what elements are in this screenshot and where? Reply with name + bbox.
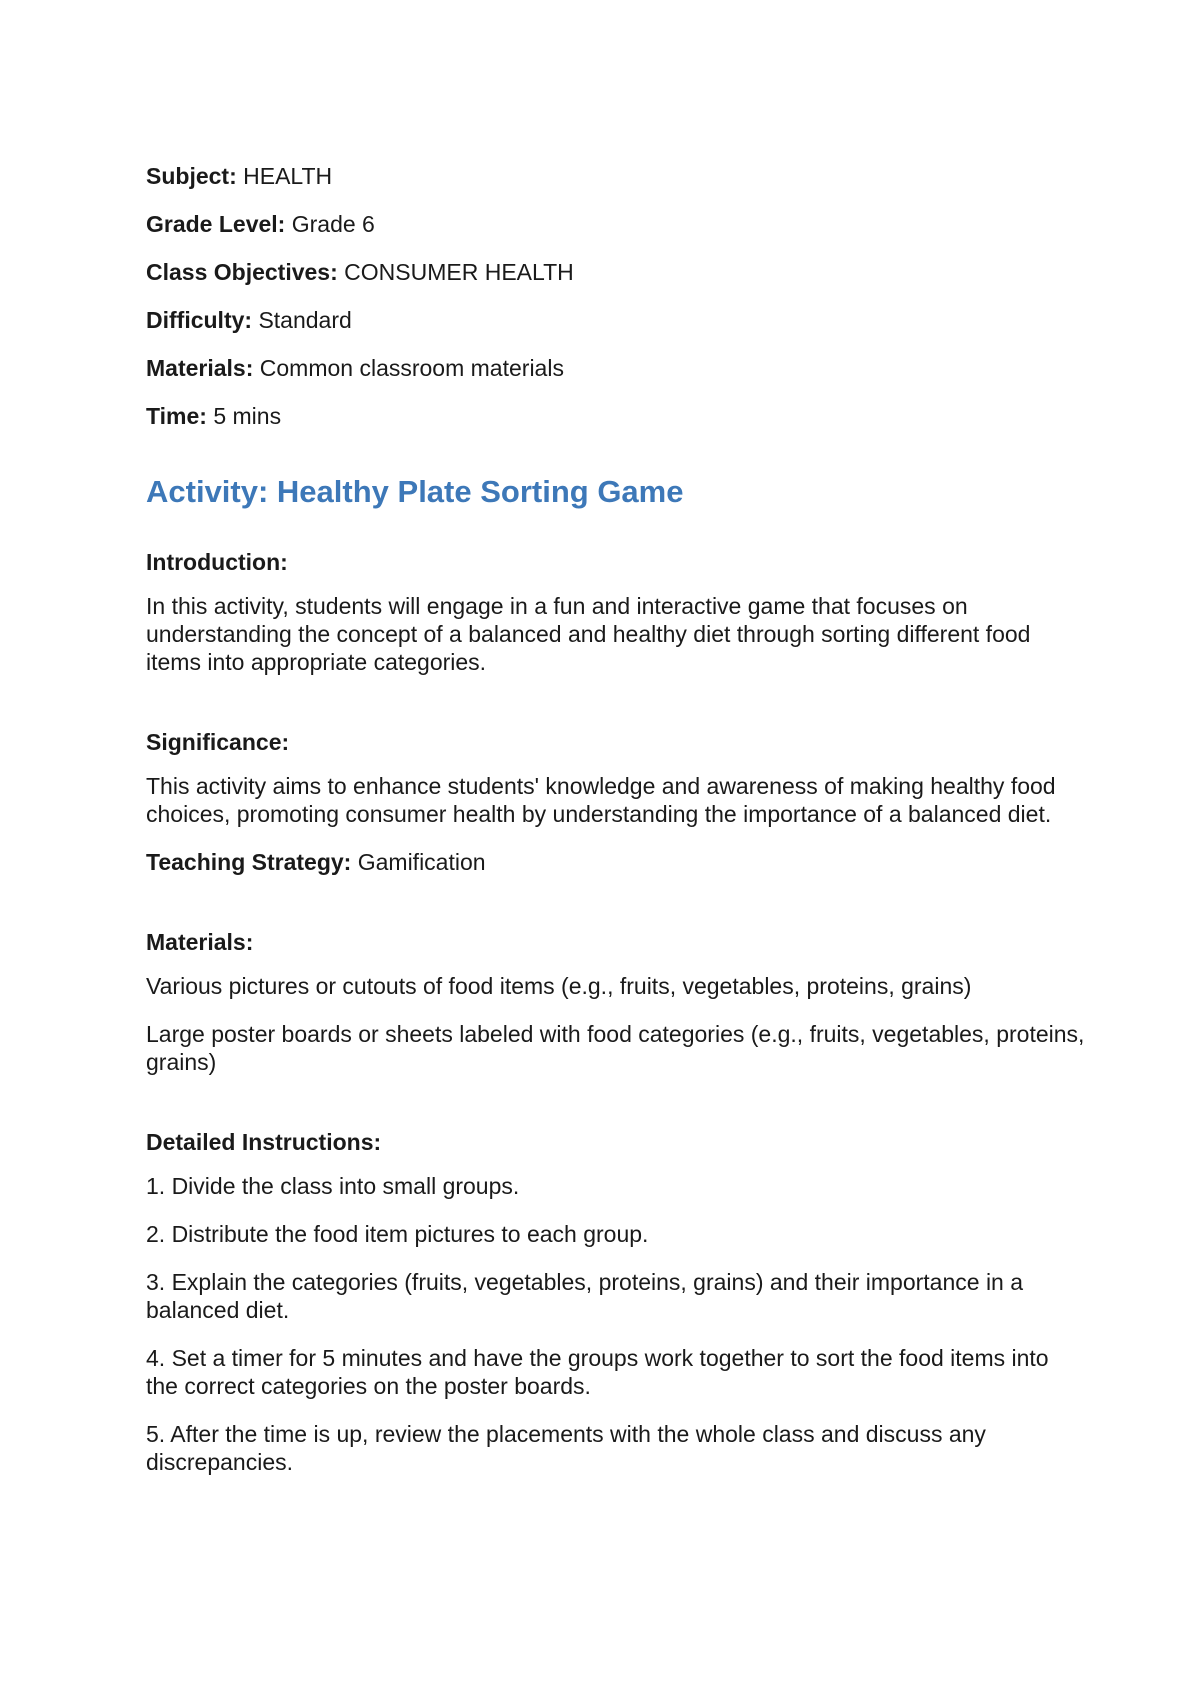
document-page [146, 162, 1086, 1496]
materials-item: Large poster boards or sheets labeled with food categories (e.g., fruits, vegetables, proteins, grains) [146, 1021, 1085, 1075]
instruction-step: 4. Set a timer for 5 minutes and have the groups work together to sort the food items into the correct categories on the poster boards. [146, 1345, 1049, 1399]
teaching-strategy [146, 848, 1086, 876]
activity-title: Activity: Healthy Plate Sorting Game [146, 474, 684, 509]
significance-heading: Significance: [146, 729, 290, 755]
instruction-step: 2. Distribute the food item pictures to each group. [146, 1221, 649, 1247]
meta-value: 5 mins [213, 403, 282, 429]
meta-label: Difficulty: [146, 307, 253, 333]
meta-subject [146, 162, 1086, 190]
meta-value: Common classroom materials [259, 355, 564, 381]
significance-text: This activity aims to enhance students' knowledge and awareness of making healthy food choices, promoting consumer health by understanding the importance of a balanced diet. [146, 773, 1056, 827]
meta-value: Standard [258, 307, 352, 333]
instruction-step: 1. Divide the class into small groups. [146, 1173, 520, 1199]
meta-label: Materials: [146, 355, 254, 381]
materials-heading: Materials: [146, 929, 254, 955]
instruction-step: 5. After the time is up, review the placements with the whole class and discuss any discrepancies. [146, 1421, 986, 1475]
meta-difficulty [146, 306, 1086, 334]
meta-materials [146, 354, 1086, 382]
meta-label: Grade Level: [146, 211, 286, 237]
meta-class-objectives [146, 258, 1086, 286]
meta-grade-level [146, 210, 1086, 238]
instructions-heading: Detailed Instructions: [146, 1129, 382, 1155]
materials-item: Various pictures or cutouts of food items (e.g., fruits, vegetables, proteins, grains) [146, 973, 972, 999]
instruction-step: 3. Explain the categories (fruits, vegetables, proteins, grains) and their importance in a balanced diet. [146, 1269, 1024, 1323]
teaching-strategy-label: Teaching Strategy: [146, 849, 352, 875]
meta-value: Grade 6 [291, 211, 375, 237]
meta-label: Time: [146, 403, 207, 429]
introduction-text: In this activity, students will engage in a fun and interactive game that focuses on understanding the concept of a balanced and healthy diet through sorting different food items into appropriate categories. [146, 593, 1031, 675]
meta-time [146, 402, 1086, 430]
teaching-strategy-value: Gamification [357, 849, 486, 875]
introduction-heading: Introduction: [146, 549, 288, 575]
meta-label: Class Objectives: [146, 259, 338, 285]
meta-value: CONSUMER HEALTH [344, 259, 574, 285]
meta-value: HEALTH [243, 163, 333, 189]
meta-label: Subject: [146, 163, 237, 189]
